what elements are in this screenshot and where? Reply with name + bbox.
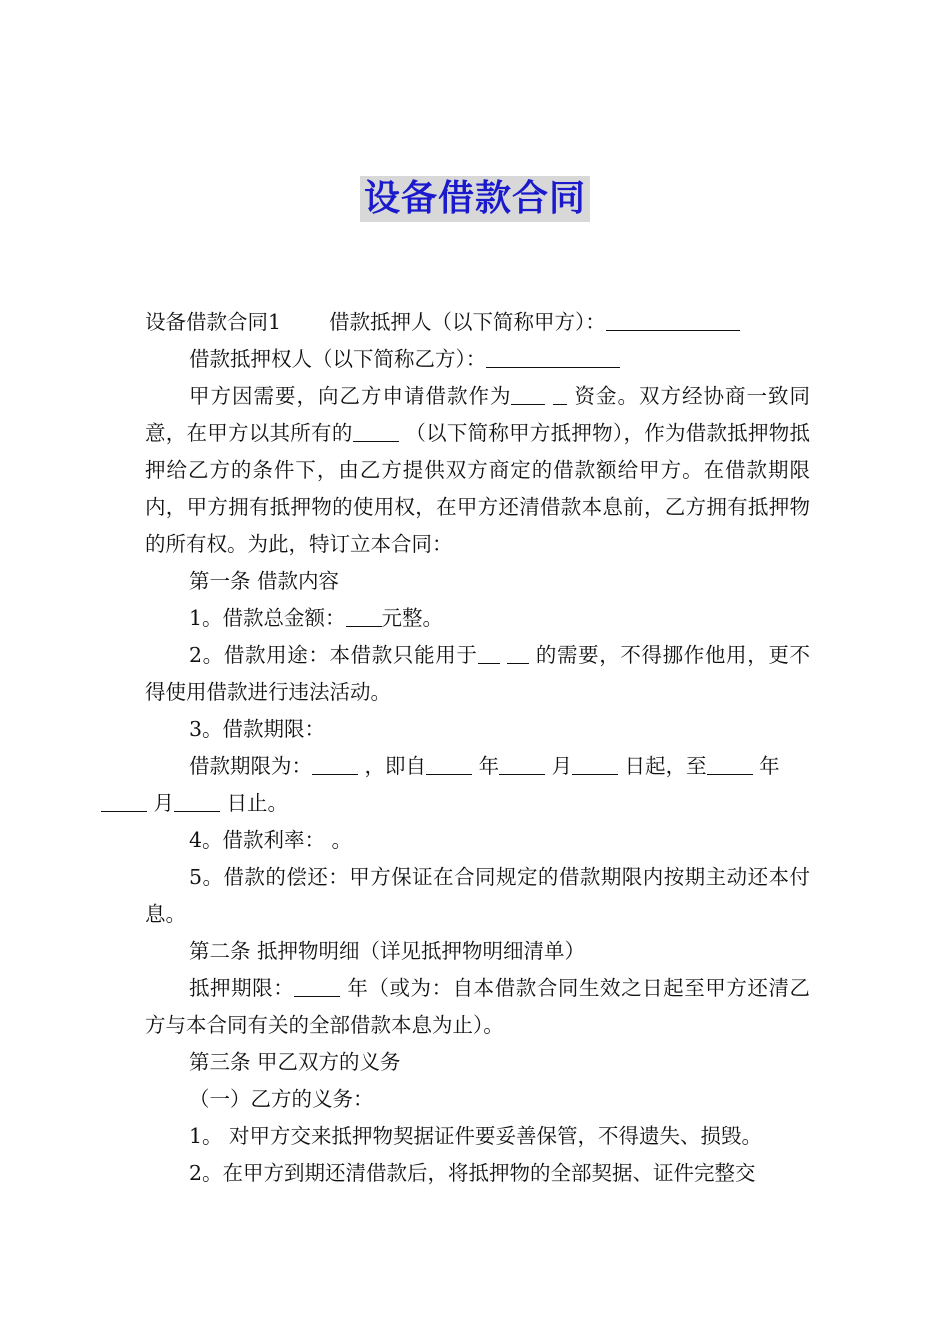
term-label: 借款期限为： [189,754,312,778]
loan-use-text: 的需要，不得挪作他用，更不得使用借款进行违法活动。 [145,643,810,704]
term-blank [312,750,358,775]
item-loan-term: 3。借款期限： [189,717,326,741]
contract-heading: 设备借款合同1 [145,310,282,334]
party-a-blank [606,306,740,331]
paragraph-party-b [145,341,810,378]
total-amount-unit: 元整。 [381,606,444,630]
collateral-blank [353,417,399,442]
loan-use-label: 2。借款用途：本借款只能用于 [189,643,478,667]
item-total-amount [145,600,810,637]
duty-item-2: 2。在甲方到期还清借款后，将抵押物的全部契据、证件完整交 [189,1161,756,1185]
purpose-blank-2 [553,380,567,405]
section-2-heading: 第二条 抵押物明细（详见抵押物明细清单） [189,939,586,963]
subsection-party-b-duties: （一）乙方的义务： [189,1087,374,1111]
start-day-blank [572,750,618,775]
preamble-text-3: （以下简称甲方抵押物），作为借款抵押物抵押给乙方的条件下，由乙方提供双方商定的借款额给甲方。在借款期限内，甲方拥有抵押物的使用权，在甲方还清借款本息前，乙方拥有抵押物的所有权。为此，特订立本合同： [145,421,810,556]
end-month-blank [101,787,147,812]
item-mortgage-term [145,970,810,1044]
item-interest-rate: 4。借款利率： 。 [189,828,353,852]
section-1-heading: 第一条 借款内容 [189,569,340,593]
item-repayment: 5。借款的偿还：甲方保证在合同规定的借款期限内按期主动还本付息。 [145,865,810,926]
end-day-blank [174,787,220,812]
month-label-2: 月 [153,791,175,815]
party-a-label: 借款抵押人（以下简称甲方）： [329,310,606,334]
party-b-label: 借款抵押权人（以下简称乙方）： [189,347,487,371]
paragraph-preamble [145,378,810,563]
purpose-blank [511,380,545,405]
year-label-2: 年 [759,754,780,778]
item-loan-use [145,637,810,711]
total-amount-blank [346,602,382,627]
day-to-label: 日止。 [226,791,289,815]
paragraph-parties-a [145,304,810,341]
start-year-blank [426,750,472,775]
mortgage-term-text: 年（或为：自本借款合同生效之日起至甲方还清乙方与本合同有关的全部借款本息为止）。 [145,976,811,1037]
preamble-text-1: 甲方因需要，向乙方申请借款作为 [189,384,512,408]
document-body [145,304,810,1192]
mortgage-term-blank [294,972,340,997]
month-label-1: 月 [551,754,573,778]
start-month-blank [499,750,545,775]
total-amount-label: 1。借款总金额： [189,606,346,630]
term-from-label: ，即自 [364,754,427,778]
year-label-1: 年 [478,754,500,778]
duty-item-1: 1。 对甲方交来抵押物契据证件要妥善保管，不得遗失、损毁。 [189,1124,763,1148]
end-year-blank [707,750,753,775]
loan-use-blank-2 [507,639,529,664]
mortgage-term-label: 抵押期限： [189,976,295,1000]
title-container [0,176,950,222]
day-from-label: 日起，至 [624,754,707,778]
item-loan-term-detail [145,748,810,822]
preamble-text-2: 资金。双方经协商一致同意，在甲方以其所有的 [145,384,810,445]
party-b-blank [486,343,620,368]
loan-use-blank-1 [478,639,500,664]
section-3-heading: 第三条 甲乙双方的义务 [189,1050,401,1074]
document-title: 设备借款合同 [360,176,590,222]
